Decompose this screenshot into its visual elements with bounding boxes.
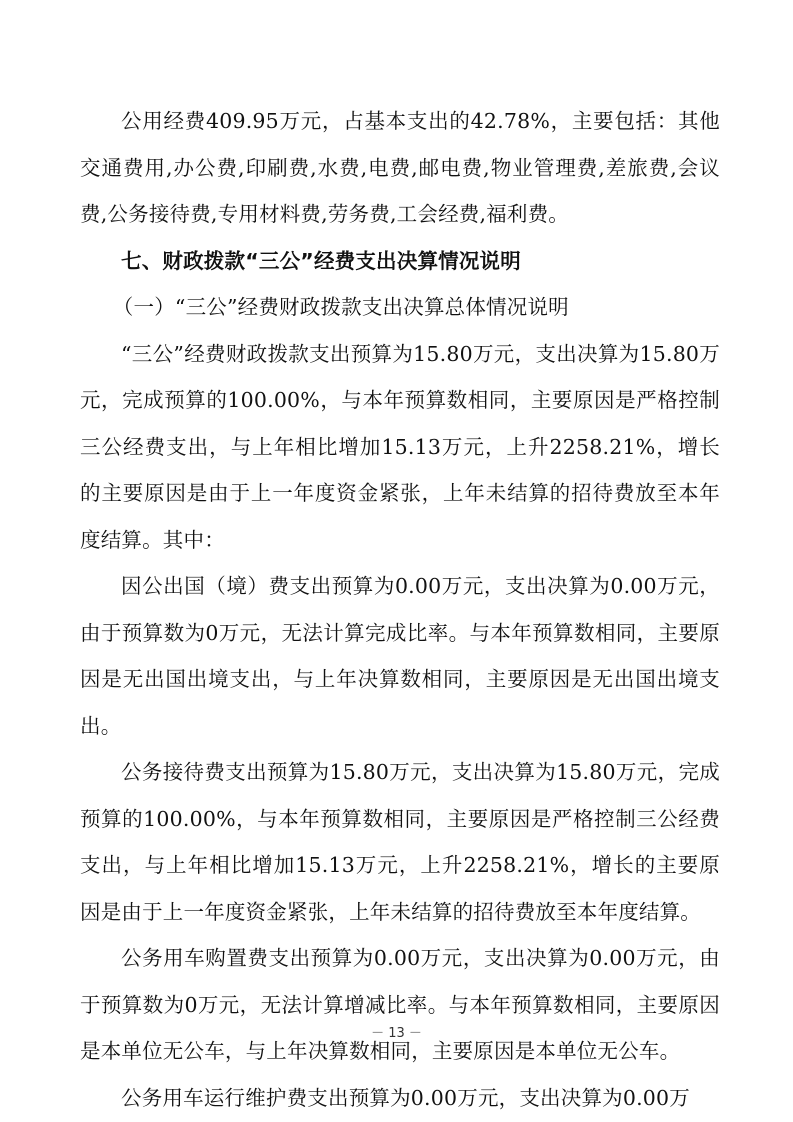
section-heading: 七、财政拨款“三公”经费支出决算情况说明 xyxy=(121,248,521,273)
paragraph-public-expenses: 公用经费409.95万元，占基本支出的42.78%，主要包括：其他交通费用,办公费,印刷费,水费,电费,邮电费,物业管理费,差旅费,会议费,公务接待费,专用材料费,劳务费,工会经费,福利费。 xyxy=(80,109,720,226)
paragraph-vehicle-maintenance: 公务用车运行维护费支出预算为0.00万元，支出决算为0.00万 xyxy=(121,1085,690,1110)
paragraph-three-public-summary: “三公”经费财政拨款支出预算为15.80万元，支出决算为15.80万元，完成预算的100.00%，与本年预算数相同，主要原因是严格控制三公经费支出，与上年相比增加15.13万元，上升2258.21%，增长的主要原因是由于上一年度资金紧张，上年未结算的招待费放至本年度结算。其中： xyxy=(80,341,720,552)
paragraph-reception: 公务接待费支出预算为15.80万元，支出决算为15.80万元，完成预算的100.00%，与本年预算数相同，主要原因是严格控制三公经费支出，与上年相比增加15.13万元，上升2258.21%，增长的主要原因是由于上一年度资金紧张，上年未结算的招待费放至本年度结算。 xyxy=(80,760,720,924)
paragraph-vehicle-purchase: 公务用车购置费支出预算为0.00万元，支出决算为0.00万元，由于预算数为0万元，无法计算增减比率。与本年预算数相同，主要原因是本单位无公车，与上年决算数相同，主要原因是本单位无公车。 xyxy=(80,946,720,1063)
subsection-heading: （一）“三公”经费财政拨款支出决算总体情况说明 xyxy=(112,295,569,319)
paragraph-overseas-travel: 因公出国（境）费支出预算为0.00万元，支出决算为0.00万元，由于预算数为0万元，无法计算完成比率。与本年预算数相同，主要原因是无出国出境支出，与上年决算数相同，主要原因是无出国出境支出。 xyxy=(80,574,720,738)
page-number: － 13 － xyxy=(371,1026,422,1041)
body-text xyxy=(80,98,720,1121)
